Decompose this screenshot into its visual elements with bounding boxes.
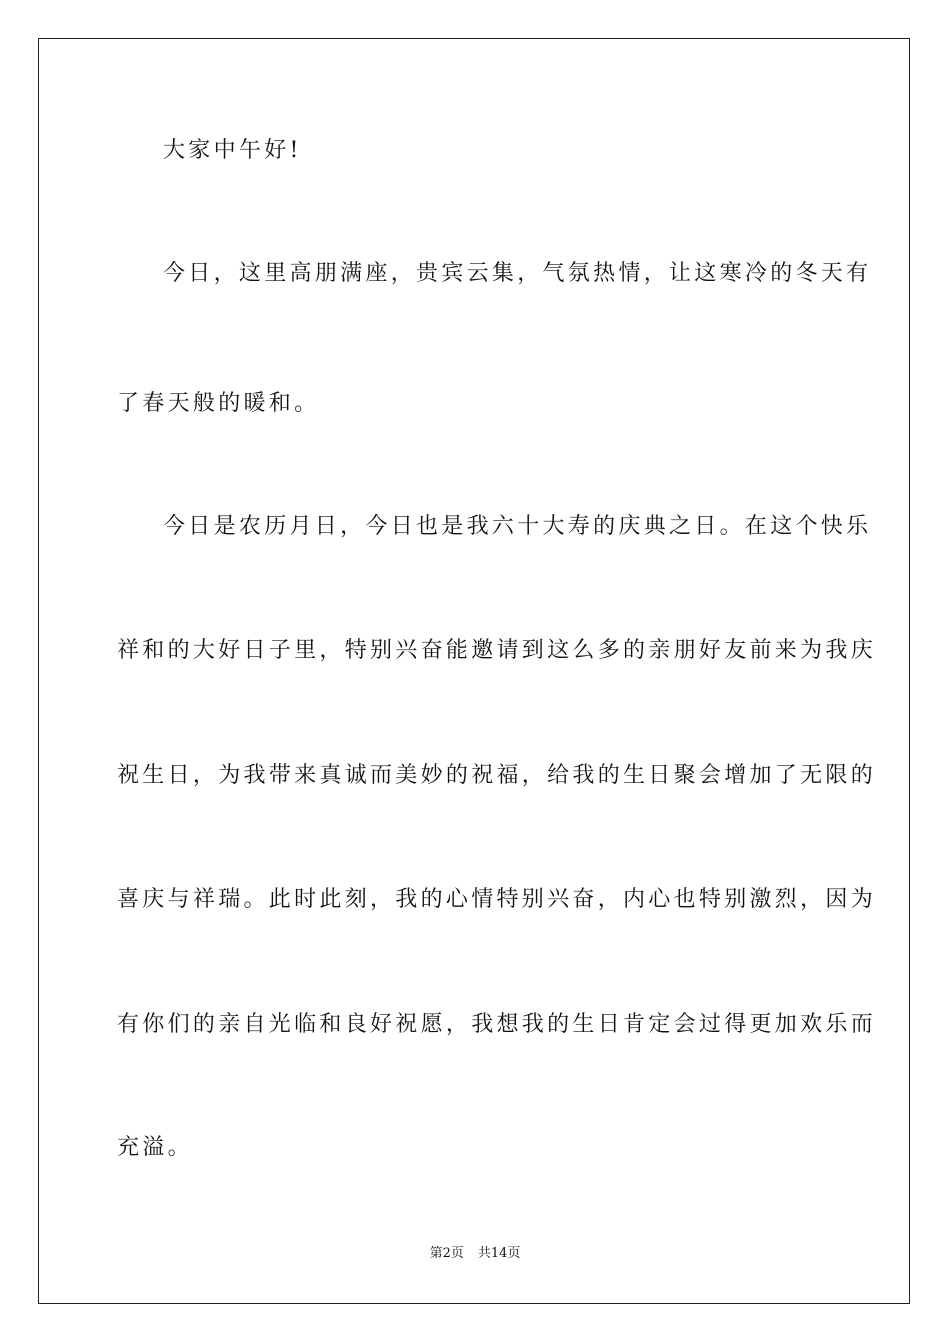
body-line: 了春天般的暖和。 — [117, 391, 320, 416]
page-total: 共14页 — [477, 1246, 521, 1261]
body-line: 充溢。 — [117, 1135, 193, 1160]
page-footer — [0, 1245, 950, 1263]
greeting-line: 大家中午好! — [163, 138, 302, 163]
body-line: 今日，这里高朋满座，贵宾云集，气氛热情，让这寒冷的冬天有 — [163, 261, 872, 286]
body-line: 祝生日，为我带来真诚而美妙的祝福，给我的生日聚会增加了无限的 — [117, 763, 877, 788]
body-line: 祥和的大好日子里，特别兴奋能邀请到这么多的亲朋好友前来为我庆 — [117, 638, 877, 663]
body-line: 今日是农历月日，今日也是我六十大寿的庆典之日。在这个快乐 — [163, 514, 872, 539]
page-border — [38, 38, 910, 1304]
body-line: 有你们的亲自光临和良好祝愿，我想我的生日肯定会过得更加欢乐而 — [117, 1012, 877, 1037]
body-line: 喜庆与祥瑞。此时此刻，我的心情特别兴奋，内心也特别激烈，因为 — [117, 887, 877, 912]
page-number: 第2页 — [429, 1246, 464, 1261]
